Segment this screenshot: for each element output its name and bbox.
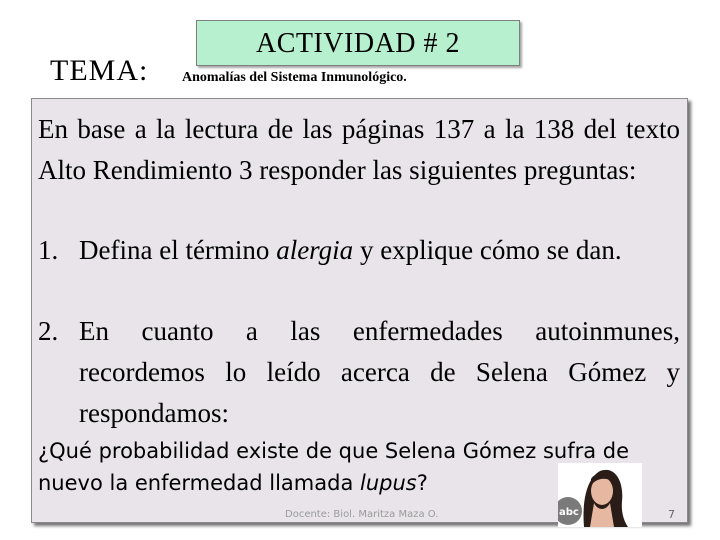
portrait-image xyxy=(558,463,642,527)
question-text-part: y explique cómo se dan. xyxy=(353,235,622,265)
topic-text: Anomalías del Sistema Inmunológico. xyxy=(182,70,407,85)
term-lupus: lupus xyxy=(360,471,417,495)
question-text: En cuanto a las enfermedades autoinmunes, recordemos lo leído acerca de Selena Gómez y respondamos: xyxy=(79,316,680,428)
question-text xyxy=(79,230,680,271)
question-number: 2. xyxy=(38,316,59,346)
topic-label: TEMA: xyxy=(50,54,149,87)
activity-title-box xyxy=(196,20,520,66)
question-1 xyxy=(38,230,680,271)
selena-photo xyxy=(558,463,642,527)
abc-logo-text: abc xyxy=(559,507,579,518)
activity-title: ACTIVIDAD # 2 xyxy=(255,28,461,59)
final-question-text: ¿Qué probabilidad existe de que Selena Gómez sufra de nuevo la enfermedad llamada xyxy=(38,439,630,495)
question-number: 1. xyxy=(38,235,59,265)
question-2 xyxy=(38,311,680,434)
footer-author: Docente: Biol. Maritza Maza O. xyxy=(285,509,439,520)
page-number: 7 xyxy=(668,508,675,521)
question-text-part: Defina el término xyxy=(79,235,277,265)
term-alergia: alergia xyxy=(276,235,354,265)
intro-paragraph: En base a la lectura de las páginas 137 a la 138 del texto Alto Rendimiento 3 responder las siguientes preguntas: xyxy=(38,114,680,185)
content-box xyxy=(31,98,688,523)
final-question-end: ? xyxy=(416,471,428,495)
